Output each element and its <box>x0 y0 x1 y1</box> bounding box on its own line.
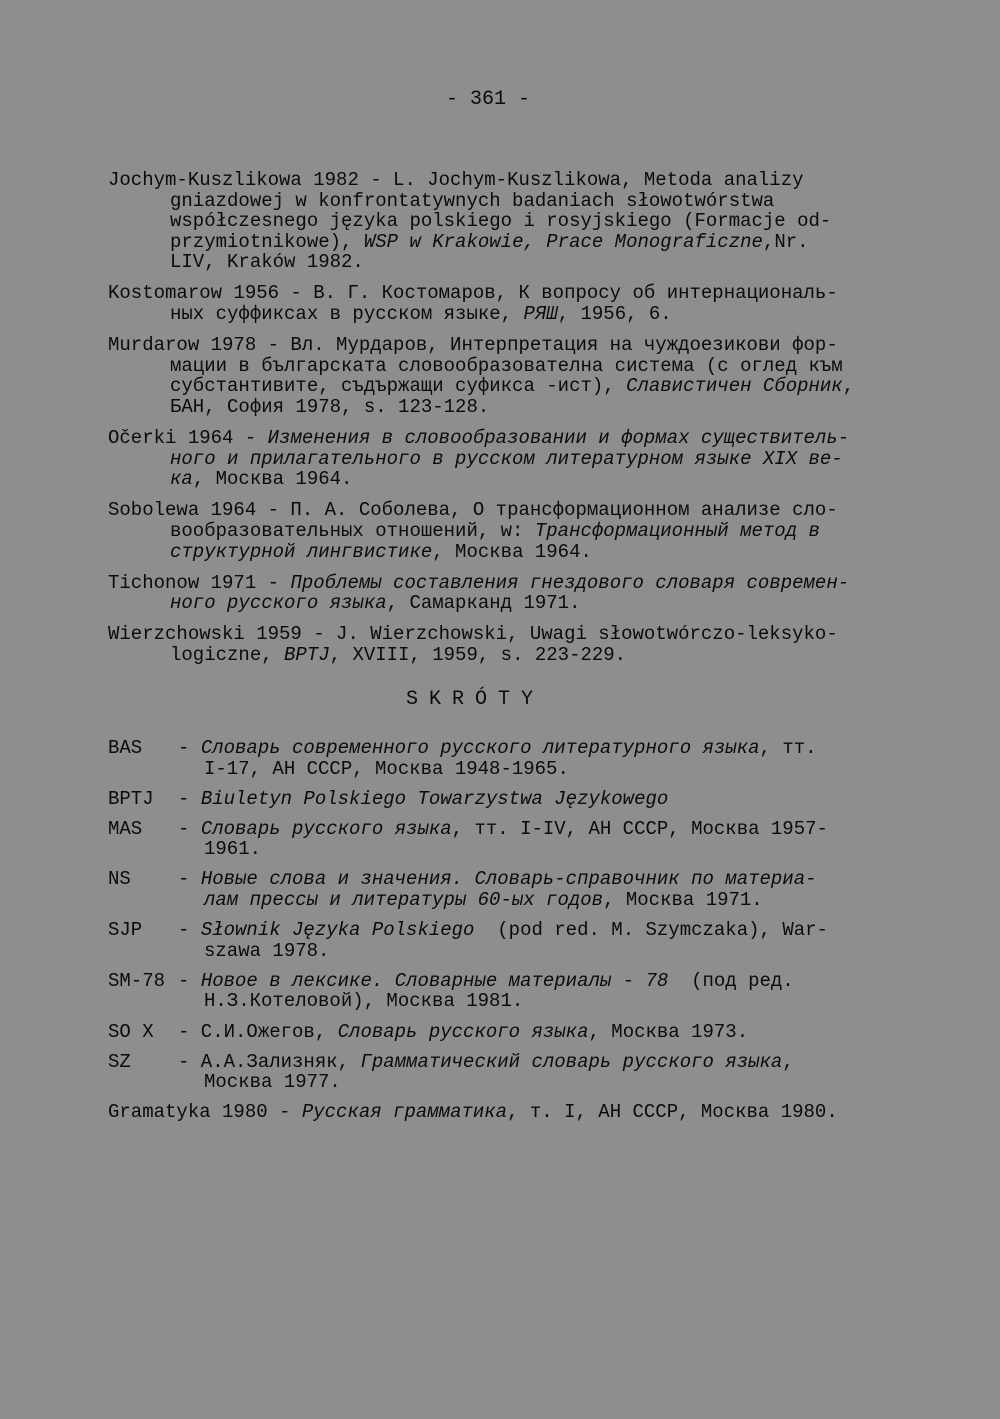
text-segment: , тт. I-IV, АН СССР, Москва 1957- <box>451 817 828 840</box>
abbreviation-key: SJP <box>108 919 143 942</box>
text-line <box>108 500 908 521</box>
abbreviation-key: NS <box>108 868 131 891</box>
italic-text: Трансформационный метод в <box>534 519 820 542</box>
text-segment: logiczne, <box>170 643 285 666</box>
italic-text: Biuletyn Polskiego Towarzystwa Językowego <box>200 787 669 810</box>
abbreviation-entry <box>108 819 908 860</box>
abbreviations-heading: SKRÓTY <box>405 688 544 711</box>
text-line <box>178 759 908 780</box>
text-segment: , т. I, АН СССР, Москва 1980. <box>507 1101 838 1123</box>
text-segment: , Москва 1971. <box>603 889 763 912</box>
text-segment: ных суффиксах в русском языке, <box>170 303 524 326</box>
text-line <box>108 469 908 490</box>
text-segment: , Москва 1964. <box>432 540 592 563</box>
text-line <box>178 738 908 759</box>
text-line <box>108 252 908 273</box>
text-line <box>178 1072 908 1093</box>
abbreviation-definition <box>108 819 908 860</box>
bibliography-entry <box>108 170 908 273</box>
text-segment: , Москва 1973. <box>588 1020 749 1043</box>
bibliography-entry <box>108 428 908 490</box>
bibliography-entry <box>108 573 908 614</box>
abbreviation-entry <box>108 920 908 961</box>
text-segment: LIV, Kraków 1982. <box>170 251 364 274</box>
abbreviation-key: SO X <box>108 1020 154 1043</box>
text-line <box>178 839 908 860</box>
text-segment: - <box>178 919 201 942</box>
text-segment: , Москва 1964. <box>192 468 353 491</box>
text-line <box>108 573 908 594</box>
text-segment: Murdarow 1978 - Вл. Мурдаров, Интерпретация на чуждоезикови фор- <box>108 334 838 357</box>
text-line <box>108 191 908 212</box>
abbreviation-key: BPTJ <box>108 787 154 810</box>
abbreviation-key: MAS <box>108 817 143 840</box>
text-line <box>178 1022 908 1043</box>
italic-text: BPTJ <box>284 643 330 666</box>
text-segment: , Самарканд 1971. <box>386 592 581 615</box>
italic-text: ка <box>170 468 193 491</box>
text-line <box>108 211 908 232</box>
text-segment: szawa 1978. <box>204 939 330 962</box>
text-segment: (под ред. <box>668 969 794 992</box>
italic-text: Словарь русского языка <box>337 1020 589 1043</box>
abbreviations-list <box>108 738 908 1102</box>
italic-text: Словарь русского языка <box>200 817 452 840</box>
italic-text: Проблемы составления гнездового словаря современ- <box>290 571 850 594</box>
abbreviation-key: SZ <box>108 1050 131 1073</box>
text-segment: - С.И.Ожегов, <box>178 1020 338 1043</box>
page-number: - 361 - <box>445 88 530 111</box>
abbreviation-entry <box>108 1022 908 1043</box>
text-line <box>178 920 908 941</box>
italic-text: Новые слова и значения. Словарь-справочник по материа- <box>200 868 817 891</box>
abbreviation-entry <box>108 789 908 810</box>
italic-text: лам прессы и литературы 60-ых годов <box>204 889 604 912</box>
text-line <box>108 170 908 191</box>
abbreviation-definition <box>108 1052 908 1093</box>
text-line <box>108 304 908 325</box>
text-line <box>108 645 908 666</box>
text-line <box>108 397 908 418</box>
abbreviation-definition <box>108 869 908 910</box>
bibliography-entry <box>108 624 908 665</box>
text-segment: Wierzchowski 1959 - J. Wierzchowski, Uwagi słowotwórczo-leksyko- <box>108 623 838 646</box>
text-segment: , <box>782 1050 794 1073</box>
text-line <box>178 890 908 911</box>
text-line <box>108 356 908 377</box>
bibliography-entry <box>108 500 908 562</box>
italic-text: Русская грамматика <box>301 1101 508 1123</box>
text-segment: , 1956, 6. <box>557 303 672 326</box>
text-segment: 1961. <box>204 838 262 861</box>
text-segment: ,Nr. <box>762 230 809 253</box>
text-line <box>178 869 908 890</box>
abbreviation-definition <box>108 738 908 779</box>
text-line <box>108 449 908 470</box>
bibliography-entry <box>108 335 908 417</box>
text-segment: Kostomarow 1956 - В. Г. Костомаров, К вопросу об интернациональ- <box>108 282 838 305</box>
bibliography-entry <box>108 283 908 324</box>
text-segment: - <box>178 969 201 992</box>
bibliography-list <box>108 170 908 676</box>
text-segment: Jochym-Kuszlikowa 1982 - L. Jochym-Kuszlikowa, Metoda analizy <box>108 169 804 191</box>
abbreviation-key: SM-78 <box>108 969 166 992</box>
italic-text: Новое в лексике. Словарные материалы - 78 <box>200 969 669 992</box>
text-line <box>108 624 908 645</box>
italic-text: WSP w Krakowie, Prace Monograficzne <box>363 230 763 253</box>
abbreviation-entry <box>108 971 908 1012</box>
text-segment: Tichonow 1971 - <box>108 571 291 594</box>
text-segment: БАН, София 1978, s. 123-128. <box>170 395 490 418</box>
italic-text: Słownik Języka Polskiego <box>200 919 475 942</box>
abbreviation-definition <box>108 920 908 961</box>
text-segment: przymiotnikowe), <box>170 230 364 253</box>
text-segment: Sobolewa 1964 - П. А. Соболева, О трансформационном анализе сло- <box>108 499 838 522</box>
text-segment: Н.З.Котеловой), Москва 1981. <box>204 990 524 1013</box>
abbreviation-entry <box>108 869 908 910</box>
text-segment: - <box>178 737 201 759</box>
text-segment: мации в българската словообразователна система (с оглед към <box>170 354 843 377</box>
text-line <box>178 941 908 962</box>
final-reference <box>108 1102 838 1123</box>
italic-text: ного и прилагательного в русском литературном языке XIX ве- <box>170 447 843 470</box>
abbreviation-definition <box>108 1022 908 1043</box>
text-segment: gniazdowej w konfrontatywnych badaniach słowotwórstwa <box>170 189 775 212</box>
text-line <box>108 232 908 253</box>
text-segment: - <box>178 868 201 891</box>
text-segment: - А.А.Зализняк, <box>178 1050 361 1073</box>
text-segment: współczesnego języka polskiego i rosyjskiego (Formacje od- <box>170 210 832 233</box>
text-segment: - <box>178 787 201 810</box>
italic-text: Словарь современного русского литературного языка <box>200 737 760 759</box>
italic-text: РЯШ <box>523 303 558 326</box>
text-line <box>178 1052 908 1073</box>
text-segment: - <box>178 817 201 840</box>
text-line <box>108 542 908 563</box>
text-segment: I-17, АН СССР, Москва 1948-1965. <box>204 757 569 780</box>
text-segment: Москва 1977. <box>204 1071 341 1094</box>
text-line <box>108 283 908 304</box>
text-line <box>178 789 908 810</box>
text-segment: , <box>842 375 855 398</box>
text-line <box>108 521 908 542</box>
text-segment: Gramatyka 1980 - <box>108 1101 302 1123</box>
italic-text: Славистичен Сборник <box>626 375 843 398</box>
text-line <box>178 971 908 992</box>
text-line <box>108 428 908 449</box>
text-line <box>178 991 908 1012</box>
text-segment: , тт. <box>759 737 817 759</box>
abbreviation-definition <box>108 789 908 810</box>
text-line <box>108 593 908 614</box>
text-segment: (pod red. M. Szymczaka), War- <box>474 919 828 942</box>
italic-text: Изменения в словообразовании и формах существитель- <box>267 427 850 450</box>
text-segment: вообразовательных отношений, w: <box>170 519 535 542</box>
abbreviation-key: BAS <box>108 737 143 759</box>
abbreviation-definition <box>108 971 908 1012</box>
abbreviation-entry <box>108 738 908 779</box>
italic-text: структурной лингвистике <box>170 540 433 563</box>
text-line <box>108 335 908 356</box>
text-segment: субстантивите, съдържащи суфикса -ист), <box>170 375 627 398</box>
abbreviation-entry <box>108 1052 908 1093</box>
text-line <box>108 376 908 397</box>
italic-text: ного русского языка <box>170 592 387 615</box>
text-line <box>178 819 908 840</box>
italic-text: Грамматический словарь русского языка <box>360 1050 783 1073</box>
text-segment: , XVIII, 1959, s. 223-229. <box>329 643 627 666</box>
text-segment: Očerki 1964 - <box>108 427 268 450</box>
